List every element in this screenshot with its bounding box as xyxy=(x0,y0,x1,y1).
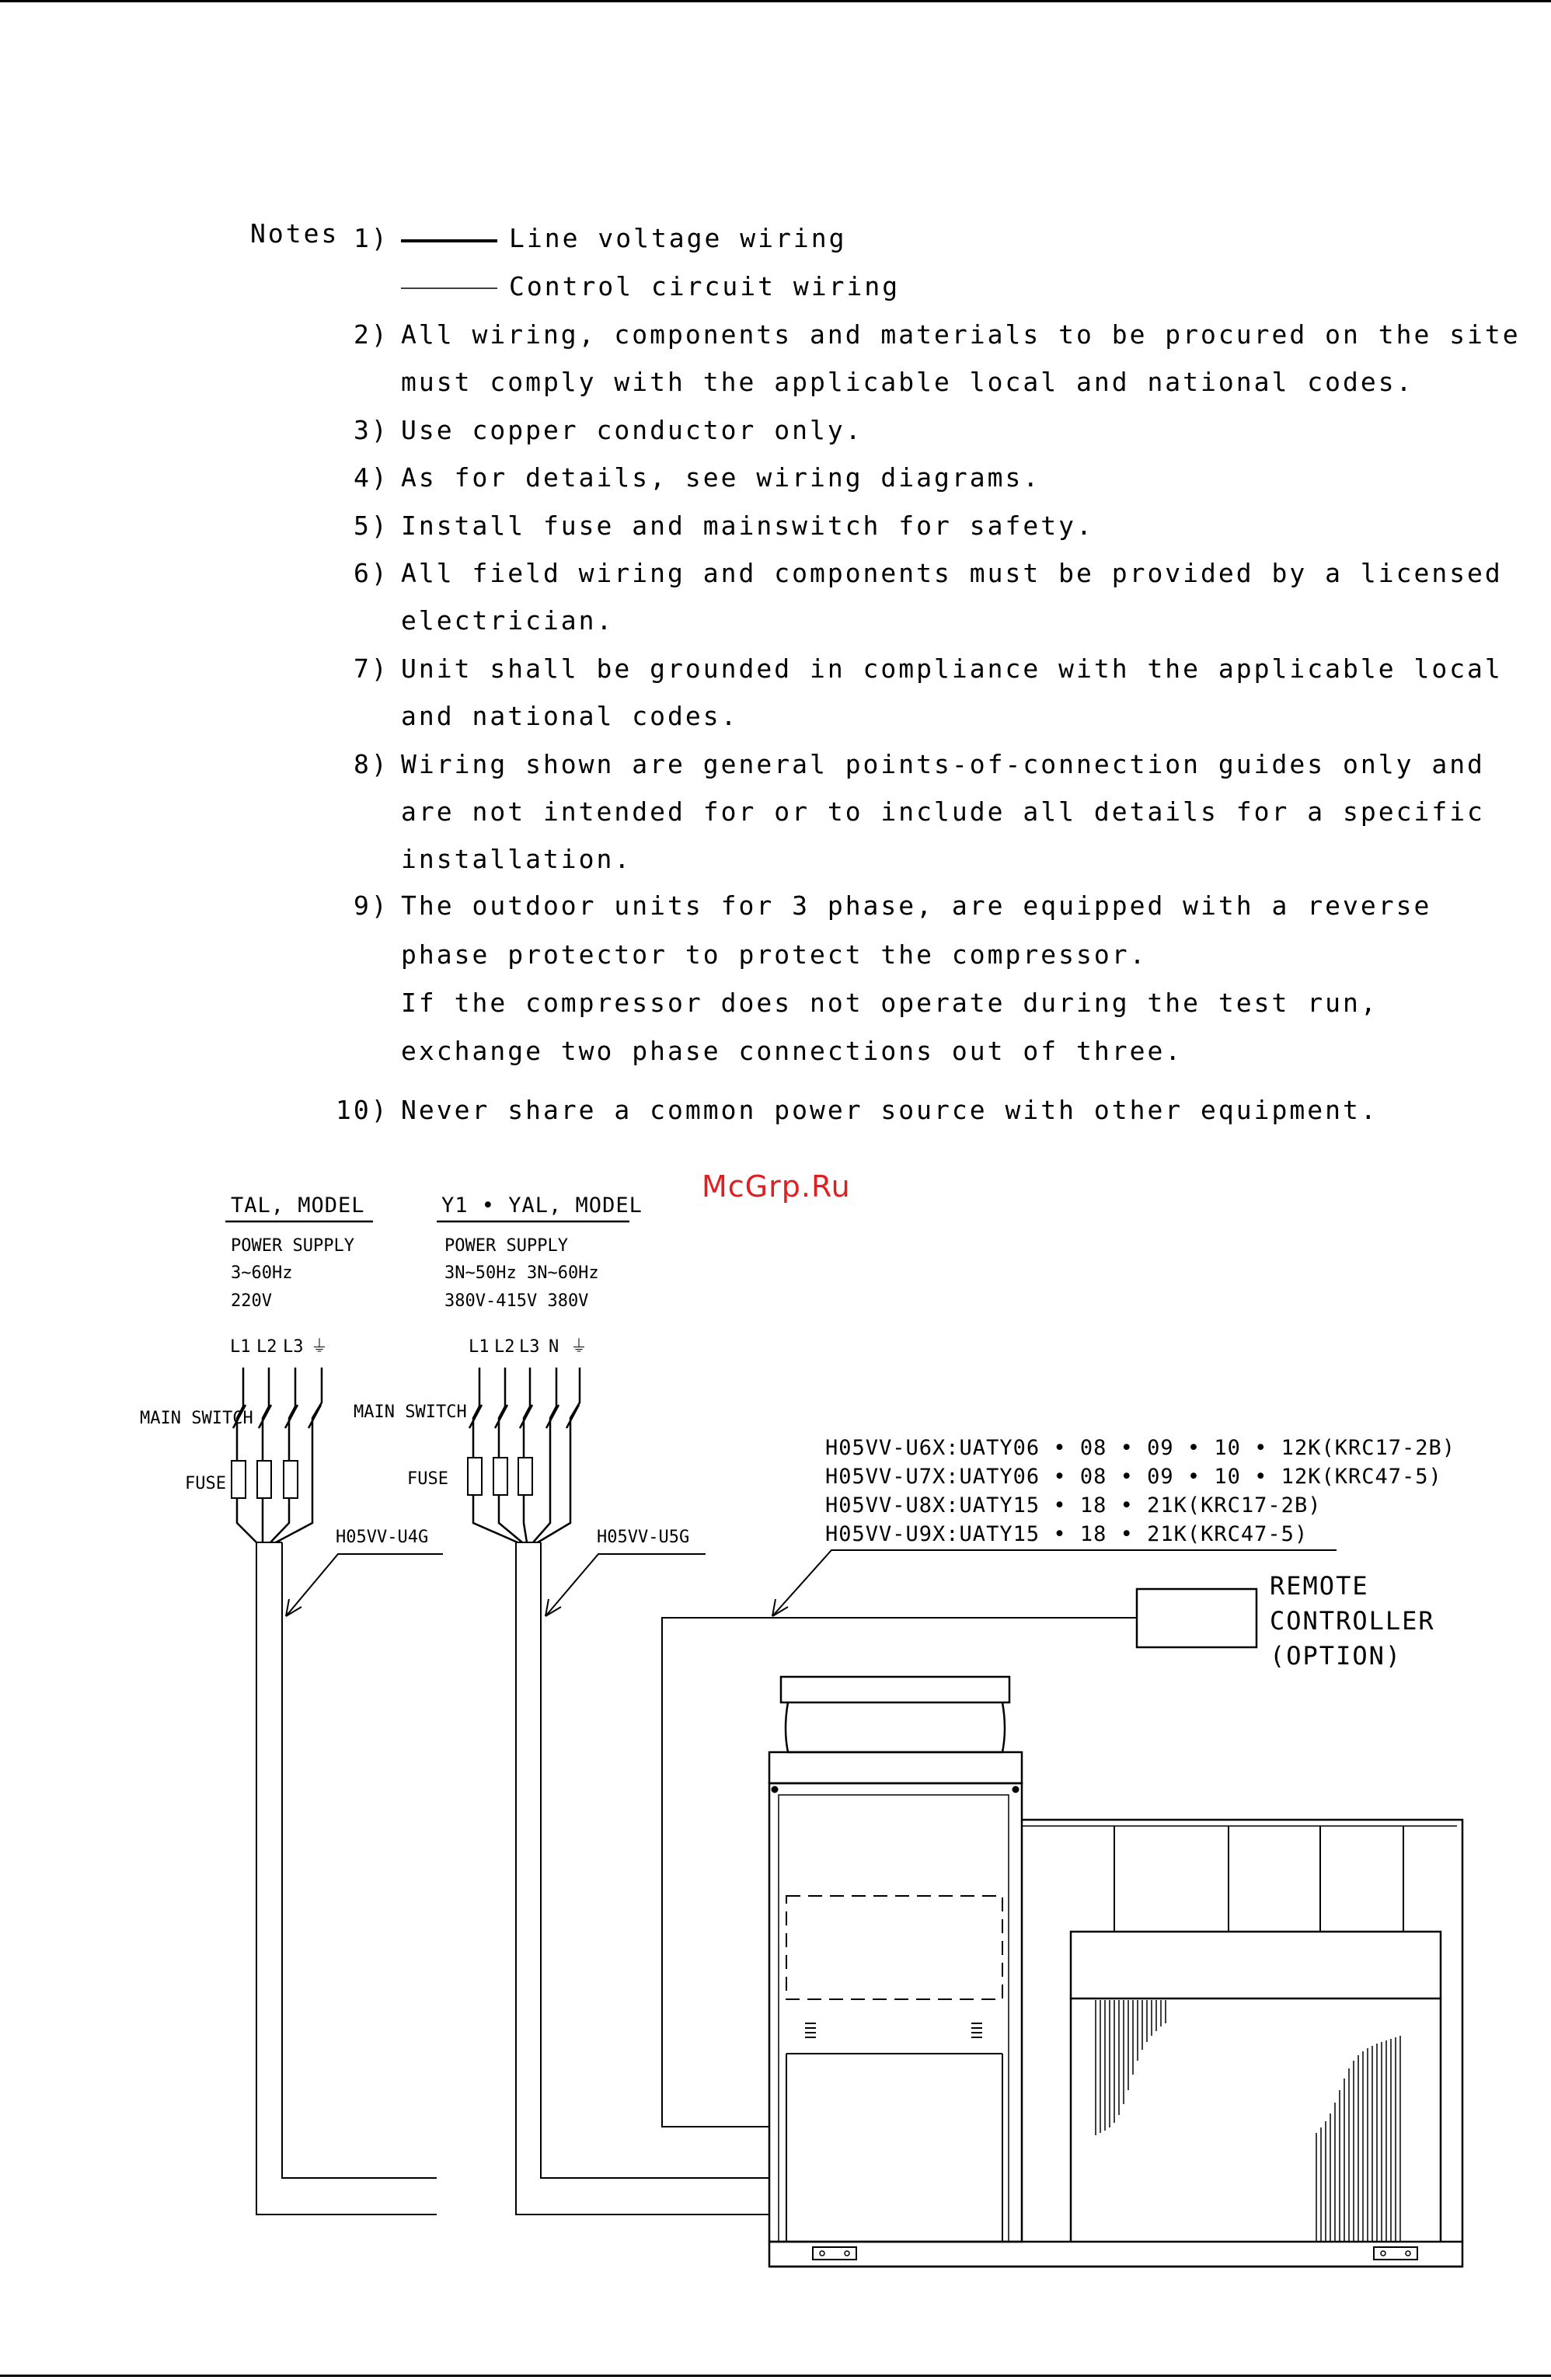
watermark: McGrp.Ru xyxy=(702,1169,851,1204)
remote-cable-label: H05VV-U8X:UATY15 • 18 • 21K(KRC17-2B) xyxy=(825,1493,1322,1518)
note-line: Use copper conductor only. xyxy=(401,415,863,445)
note-line: Wiring shown are general points-of-connection guides only and xyxy=(401,749,1485,779)
tal-wires xyxy=(233,1368,322,1542)
yal-fuse-label: FUSE xyxy=(407,1469,448,1489)
note-num: 2) xyxy=(354,319,389,350)
note-line: phase protector to protect the compressor. xyxy=(401,939,1148,970)
outdoor-unit xyxy=(769,1677,1462,2267)
note-line: The outdoor units for 3 phase, are equipped with a reverse xyxy=(401,890,1432,921)
note-num: 5) xyxy=(354,510,389,541)
coil-fins xyxy=(1096,2000,1400,2242)
yal-supply-label: POWER SUPPLY xyxy=(444,1236,568,1256)
remote-cable-label: H05VV-U6X:UATY06 • 08 • 09 • 10 • 12K(KRC17-2B) xyxy=(825,1436,1456,1460)
yal-supply-voltage: 380V-415V 380V xyxy=(444,1291,589,1311)
notes-heading: Notes xyxy=(250,218,340,249)
tal-model-supply xyxy=(140,1193,443,2214)
note-line: If the compressor does not operate during the test run, xyxy=(401,988,1378,1018)
yal-fuses xyxy=(468,1458,532,1495)
note-num: 7) xyxy=(354,653,389,684)
note-line: Never share a common power source with other equipment. xyxy=(401,1095,1378,1125)
remote-controller-label: CONTROLLER xyxy=(1270,1606,1435,1636)
note-num: 4) xyxy=(354,462,389,493)
notes-block xyxy=(250,218,1521,1125)
note-num: 6) xyxy=(354,558,389,588)
tal-fuse-label: FUSE xyxy=(185,1474,226,1493)
note-num: 8) xyxy=(354,749,389,779)
note-num: 9) xyxy=(354,890,389,921)
vent-marks xyxy=(805,2023,982,2037)
yal-terminal-l1: L1 xyxy=(469,1337,490,1357)
yal-model-supply xyxy=(354,1193,769,2214)
yal-terminal-l3: L3 xyxy=(519,1337,540,1357)
note-line: must comply with the applicable local and national codes. xyxy=(401,367,1414,397)
tal-cable xyxy=(256,1542,443,2214)
yal-terminal-l2: L2 xyxy=(494,1337,515,1357)
yal-ground-icon: ⏚ xyxy=(570,1337,588,1357)
tal-supply-label: POWER SUPPLY xyxy=(231,1236,354,1256)
note-num: 1) xyxy=(354,223,389,253)
note-line: are not intended for or to include all details for a specific xyxy=(401,796,1485,827)
remote-cable-group xyxy=(662,1436,1455,2127)
note-line: Unit shall be grounded in compliance with the applicable local xyxy=(401,653,1503,684)
note-line: All field wiring and components must be provided by a licensed xyxy=(401,558,1503,588)
yal-cable-label: H05VV-U5G xyxy=(597,1528,690,1547)
tal-supply-frequency: 3~60Hz xyxy=(231,1263,293,1283)
note-line: installation. xyxy=(401,844,633,874)
note-line: Control circuit wiring xyxy=(509,271,901,301)
note-line: electrician. xyxy=(401,605,615,636)
remote-controller-label: (OPTION) xyxy=(1270,1641,1403,1671)
tal-ground-icon: ⏚ xyxy=(311,1337,329,1357)
note-line: All wiring, components and materials to be procured on the site xyxy=(401,319,1521,350)
note-num: 10) xyxy=(336,1095,389,1125)
remote-controller-box xyxy=(1137,1589,1256,1647)
tal-terminal-l3: L3 xyxy=(283,1337,304,1357)
left-cabinet xyxy=(769,1783,1022,2242)
yal-wires xyxy=(469,1368,580,1542)
tal-terminal-l1: L1 xyxy=(230,1337,251,1357)
tal-fuses xyxy=(232,1461,298,1498)
note-line: exchange two phase connections out of three. xyxy=(401,1036,1183,1066)
yal-main-switch-label: MAIN SWITCH xyxy=(354,1403,467,1422)
unit-base xyxy=(769,2242,1462,2267)
note-line: Install fuse and mainswitch for safety. xyxy=(401,510,1094,541)
note-line: and national codes. xyxy=(401,701,739,731)
note-line: Line voltage wiring xyxy=(509,223,847,253)
tal-model-title: TAL, MODEL xyxy=(231,1193,365,1218)
fan-base xyxy=(769,1752,1022,1783)
remote-cable-label: H05VV-U9X:UATY15 • 18 • 21K(KRC47-5) xyxy=(825,1522,1309,1546)
tal-supply-voltage: 220V xyxy=(231,1291,272,1311)
remote-cable-label: H05VV-U7X:UATY06 • 08 • 09 • 10 • 12K(KRC47-5) xyxy=(825,1465,1442,1489)
yal-model-title: Y1 • YAL, MODEL xyxy=(441,1193,643,1218)
coil-section xyxy=(1022,1820,1462,2242)
note-line: As for details, see wiring diagrams. xyxy=(401,462,1041,493)
tal-cable-label: H05VV-U4G xyxy=(336,1528,429,1547)
remote-controller-label: REMOTE xyxy=(1270,1571,1369,1601)
tal-main-switch-label: MAIN SWITCH xyxy=(140,1409,253,1428)
yal-terminal-n: N xyxy=(549,1337,559,1357)
fan-guard-top xyxy=(781,1677,1009,1702)
yal-supply-frequency: 3N~50Hz 3N~60Hz xyxy=(444,1263,599,1283)
note-num: 3) xyxy=(354,415,389,445)
switch-box-dashed xyxy=(786,1896,1002,1999)
yal-cable xyxy=(516,1542,769,2214)
tal-terminal-l2: L2 xyxy=(256,1337,277,1357)
